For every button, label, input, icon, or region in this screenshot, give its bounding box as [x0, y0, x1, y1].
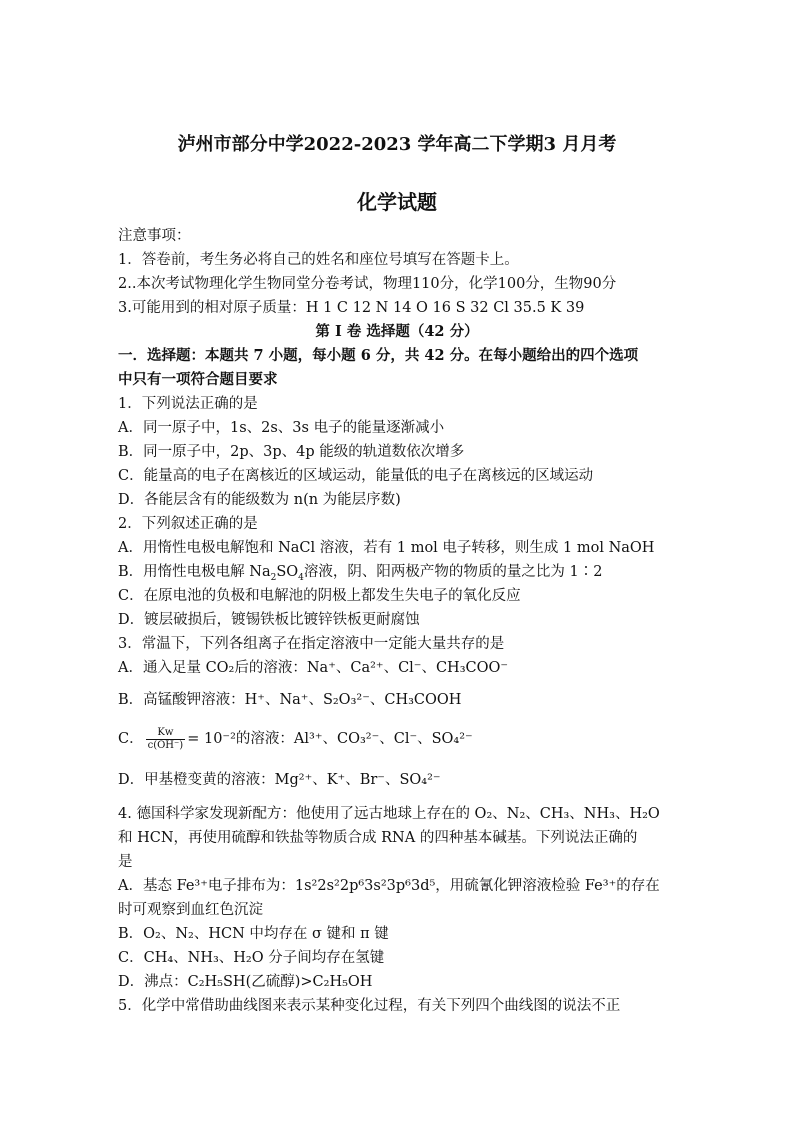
section-instruction-cont: 中只有一项符合题目要求 — [118, 371, 278, 388]
question-4-stem: 4. 德国科学家发现新配方：他使用了远古地球上存在的 O₂、N₂、CH₃、NH₃、H₂O — [118, 806, 660, 822]
question-4-option-a: A．基态 Fe³⁺电子排布为：1s²2s²2p⁶3s²3p⁶3d⁵，用硫氰化钾溶液检验 Fe³⁺的存在 — [118, 878, 660, 894]
question-1-option-a: A．同一原子中，1s、2s、3s 电子的能量逐渐减小 — [118, 420, 445, 436]
kw-fraction: $\frac{Kw}{c(OH^-)}$ — [147, 726, 184, 751]
question-1-stem: 1．下列说法正确的是 — [118, 396, 258, 412]
note-1: 1．答卷前，考生务必将自己的姓名和座位号填写在答题卡上。 — [118, 252, 519, 268]
question-2-option-d: D．镀层破损后，镀锡铁板比镀锌铁板更耐腐蚀 — [118, 612, 420, 628]
question-1-option-d: D．各能层含有的能级数为 n(n 为能层序数) — [118, 492, 401, 508]
question-2-option-b: B．用惰性电极电解 $Na_2SO_4$溶液，阴、阳两极产物的物质的量之比为 1∶2 — [118, 564, 603, 583]
question-4-option-c: C．CH₄、NH₃、H₂O 分子间均存在氢键 — [118, 950, 385, 966]
exam-title: 泸州市部分中学2022-2023 学年高二下学期3 月月考 — [177, 134, 617, 155]
section-heading: 第 I 卷 选择题（42 分） — [315, 323, 479, 340]
question-3-option-a: A．通入足量 CO₂后的溶液：Na⁺、Ca²⁺、Cl⁻、CH₃COO⁻ — [118, 660, 509, 676]
question-4-stem-end: 是 — [118, 854, 133, 870]
question-4-stem-cont: 和 HCN，再使用硫醇和铁盐等物质合成 RNA 的四种基本碱基。下列说法正确的 — [118, 830, 638, 846]
question-5-stem: 5．化学中常借助曲线图来表示某种变化过程，有关下列四个曲线图的说法不正 — [118, 998, 621, 1014]
question-2-stem: 2．下列叙述正确的是 — [118, 516, 258, 532]
question-2-option-c: C．在原电池的负极和电解池的阴极上都发生失电子的氧化反应 — [118, 588, 521, 604]
subject-title: 化学试题 — [357, 190, 437, 214]
note-2: 2..本次考试物理化学生物同堂分卷考试，物理110分，化学100分，生物90分 — [118, 276, 617, 292]
question-4-option-b: B．O₂、N₂、HCN 中均存在 σ 键和 π 键 — [118, 926, 389, 942]
notes-heading: 注意事项： — [118, 228, 191, 244]
question-3-option-c: C． $\frac{Kw}{c(OH^-)}$ = 10⁻²的溶液：Al³⁺、CO₃²⁻、Cl⁻、SO₄²⁻ — [118, 726, 473, 751]
question-2-option-a: A．用惰性电极电解饱和 NaCl 溶液，若有 1 mol 电子转移，则生成 1 mol NaOH — [118, 540, 655, 556]
question-3-option-b: B．高锰酸钾溶液：H⁺、Na⁺、S₂O₃²⁻、CH₃COOH — [118, 692, 462, 708]
question-1-option-c: C．能量高的电子在离核近的区域运动，能量低的电子在离核远的区域运动 — [118, 468, 594, 484]
question-3-option-d: D．甲基橙变黄的溶液：Mg²⁺、K⁺、Br⁻、SO₄²⁻ — [118, 772, 441, 788]
question-4-option-d: D．沸点：C₂H₅SH(乙硫醇)>C₂H₅OH — [118, 974, 373, 990]
question-4-option-a-cont: 时可观察到血红色沉淀 — [118, 902, 263, 918]
question-1-option-b: B．同一原子中，2p、3p、4p 能级的轨道数依次增多 — [118, 444, 465, 460]
question-3-stem: 3．常温下，下列各组离子在指定溶液中一定能大量共存的是 — [118, 636, 505, 652]
section-instruction: 一．选择题：本题共 7 小题，每小题 6 分，共 42 分。在每小题给出的四个选项 — [118, 347, 639, 364]
note-3: 3.可能用到的相对原子质量：H 1 C 12 N 14 O 16 S 32 Cl 35.5 K 39 — [118, 300, 585, 316]
